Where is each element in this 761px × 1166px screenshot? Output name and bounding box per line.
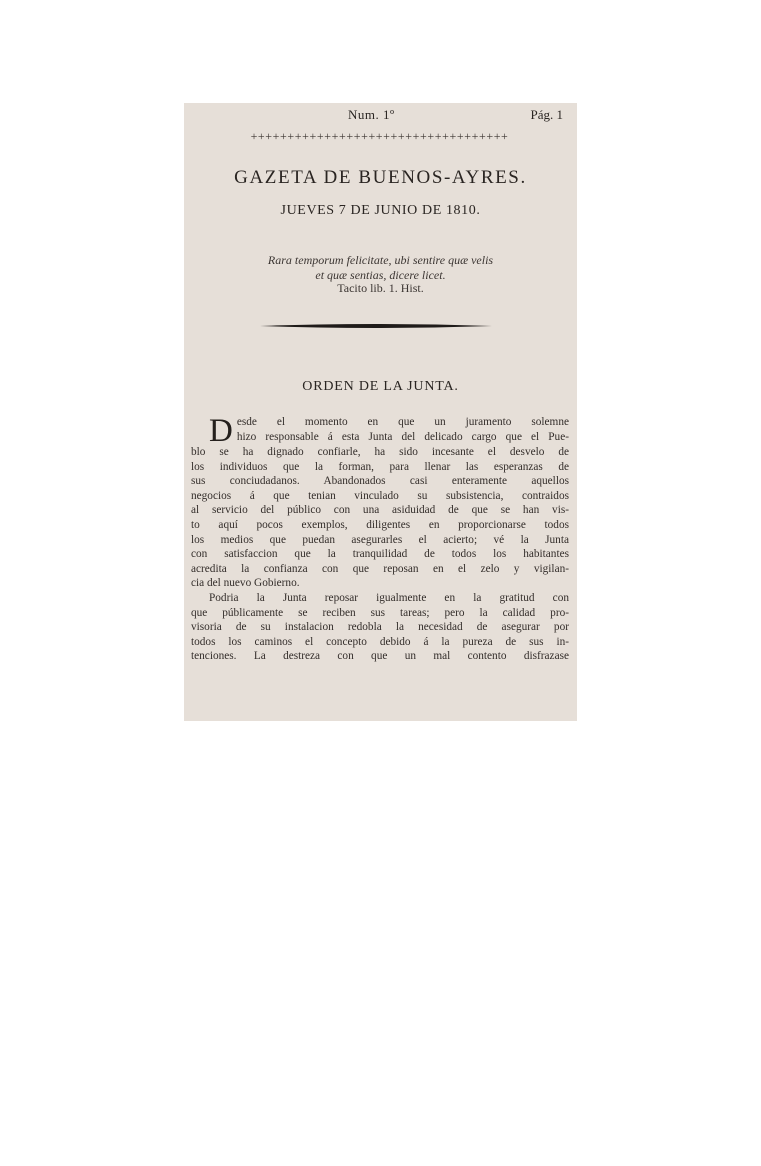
text-line: tenciones. La destreza con que un mal contento disfrazase <box>191 650 569 663</box>
epigraph-line: Rara temporum felicitate, ubi sentire quæ velis <box>267 253 494 267</box>
page-header <box>184 107 577 125</box>
first-paragraph-opening <box>191 415 569 445</box>
text-line: to aquí pocos exemplos, diligentes en proporcionarse todos <box>191 518 569 531</box>
page-number: Pág. 1 <box>530 107 563 122</box>
text-line: esde el momento en que un juramento solemne <box>236 416 569 428</box>
masthead-title: GAZETA DE BUENOS-AYRES. <box>234 167 527 188</box>
text-line: los individuos que la forman, para llenar las esperanzas de <box>191 460 569 473</box>
epigraph <box>224 253 537 283</box>
text-line: cia del nuevo Gobierno. <box>191 577 300 590</box>
text-line: sus conciudadanos. Abandonados casi enteramente aquellos <box>191 475 569 488</box>
article-body <box>191 415 569 664</box>
drop-cap: D <box>209 415 233 445</box>
text-line: acredita la confianza con que reposan en el zelo y vigilan- <box>191 562 569 575</box>
text-line: negocios á que tenian vinculado su subsistencia, contraidos <box>191 489 569 502</box>
text-line: al servicio del público con una asiduidad de que se han vis- <box>191 504 569 517</box>
text-line: visoria de su instalacion redobla la necesidad de asegurar por <box>191 621 569 634</box>
issue-number: Num. 1º <box>348 107 395 122</box>
section-title: ORDEN DE LA JUNTA. <box>302 379 459 394</box>
epigraph-citation: Tacito lib. 1. Hist. <box>337 281 424 295</box>
text-line: todos los caminos el concepto debido á la pureza de sus in- <box>191 635 569 648</box>
text-line: que públicamente se reciben sus tareas; pero la calidad pro- <box>191 606 569 619</box>
text-line: con satisfaccion que la tranquilidad de todos los habitantes <box>191 548 569 561</box>
epigraph-line: et quæ sentias, dicere licet. <box>315 268 446 282</box>
text-line: hizo responsable á esta Junta del delicado cargo que el Pue- <box>236 430 569 443</box>
text-line: los medios que puedan asegurarles el acierto; vé la Junta <box>191 533 569 546</box>
text-line: blo se ha dignado confiarle, ha sido incesante el desvelo de <box>191 446 569 458</box>
newspaper-page-scan <box>184 103 577 721</box>
decorative-rule <box>260 322 492 330</box>
ornamental-border: +++++++++++++++++++++++++++++++++++ <box>250 129 509 143</box>
masthead-date: JUEVES 7 DE JUNIO DE 1810. <box>280 203 481 218</box>
text-line: Podria la Junta reposar igualmente en la gratitud con <box>209 591 569 604</box>
